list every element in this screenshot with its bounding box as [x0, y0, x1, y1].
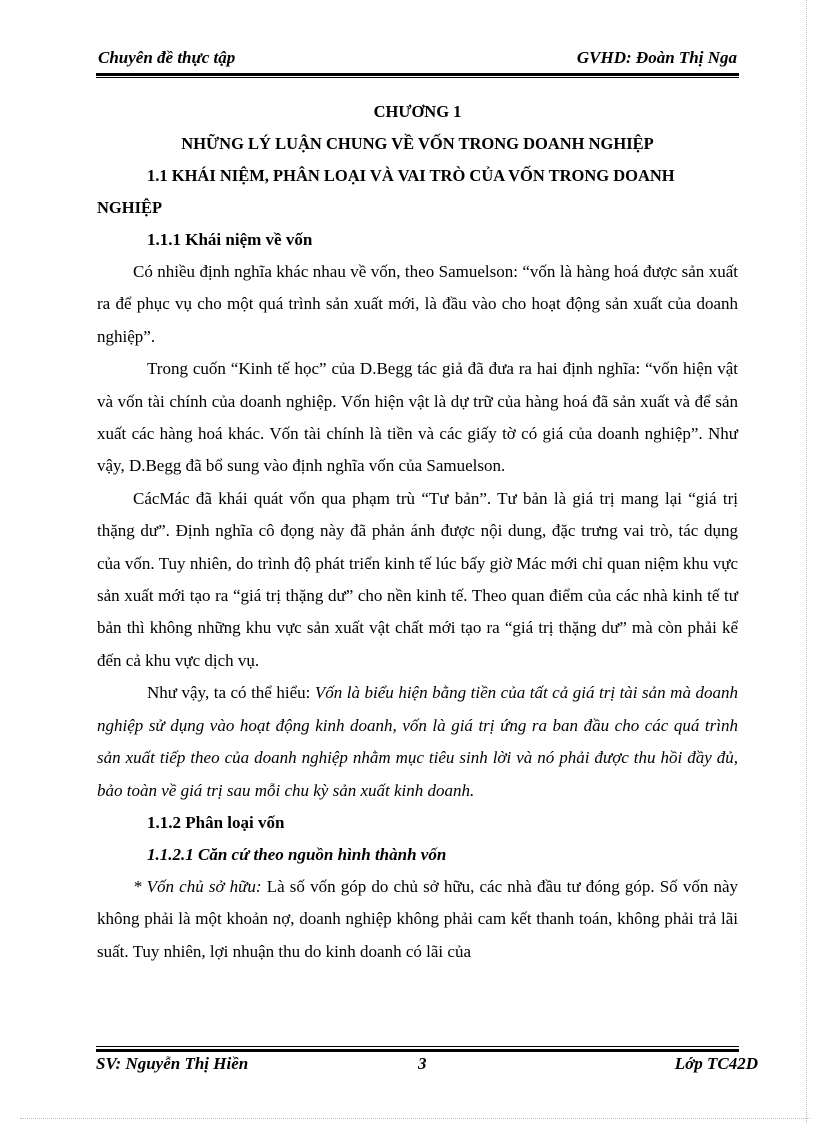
page-header	[96, 48, 739, 72]
footer-class: Lớp TC42D	[674, 1054, 758, 1073]
paragraph-owner-equity	[97, 871, 738, 968]
paragraph-definition	[97, 677, 738, 807]
page-edge-right	[806, 0, 807, 1123]
header-supervisor: GVHD: Đoàn Thị Nga	[576, 48, 737, 67]
paragraph-begg: Trong cuốn “Kinh tế học” của D.Begg tác giả đã đưa ra hai định nghĩa: “vốn hiện vật và vốn tài chính của doanh nghiệp. Vốn hiện vật là dự trữ của hàng hoá đã sản xuất và để sản xuất các hàng hoá khác. Vốn tài chính là tiền và các giấy tờ có giá của doanh nghiệp”. Như vậy, D.Begg đã bổ sung vào định nghĩa vốn của Samuelson.	[97, 359, 738, 476]
chapter-label: CHƯƠNG 1	[373, 102, 462, 121]
header-rule-thin	[96, 77, 739, 78]
header-document-type: Chuyên đề thực tập	[98, 48, 236, 67]
footer-rule-thin	[96, 1046, 739, 1047]
footer-rule	[96, 1049, 739, 1052]
header-rule	[96, 73, 739, 76]
paragraph-samuelson: Có nhiều định nghĩa khác nhau về vốn, theo Samuelson: “vốn là hàng hoá được sản xuất ra để phục vụ cho một quá trình sản xuất mới, là đầu vào cho hoạt động sản xuất của doanh nghiệp”.	[97, 262, 738, 346]
page-edge-bottom	[20, 1118, 810, 1119]
owner-equity-term: * Vốn chủ sở hữu:	[133, 876, 262, 896]
section-1-1-title: 1.1 KHÁI NIỆM, PHÂN LOẠI VÀ VAI TRÒ CỦA VỐN TRONG DOANH NGHIỆP	[97, 166, 675, 217]
section-1-1-2-title: 1.1.2 Phân loại vốn	[147, 812, 285, 832]
page-footer	[96, 1054, 758, 1078]
footer-student: SV: Nguyễn Thị Hiền	[96, 1054, 249, 1073]
page-number: 3	[418, 1054, 427, 1073]
paragraph-marx: CácMác đã khái quát vốn qua phạm trù “Tư bản”. Tư bản là giá trị mang lại “giá trị thặng dư”. Định nghĩa cô đọng này đã phản ánh được nội dung, đặc trưng vai trò, tác dụng của vốn. Tuy nhiên, do trình độ phát triển kinh tế lúc bấy giờ Mác mới chỉ quan niệm khu vực sản xuất mới tạo ra “giá trị thặng dư” cho nền kinh tế. Theo quan điểm của các nhà kinh tế tư bản thì không những khu vực sản xuất vật chất mới tạo ra “giá trị thặng dư” mà còn phải kể đến cả khu vực dịch vụ.	[97, 488, 738, 670]
owner-equity-text: Là số vốn góp do chủ sở hữu, các nhà đầu tư đóng góp. Số vốn này không phải là một khoản nợ, doanh nghiệp không phải cam kết thanh toán, không phải trả lãi suất. Tuy nhiên, lợi nhuận thu do kinh doanh có lãi của	[97, 876, 738, 961]
section-1-1-1-title: 1.1.1 Khái niệm về vốn	[147, 230, 313, 249]
definition-italic: Vốn là biểu hiện bằng tiền của tất cả giá trị tài sản mà doanh nghiệp sử dụng vào hoạt động kinh doanh, vốn là giá trị ứng ra ban đầu cho các quá trình sản xuất tiếp theo của doanh nghiệp nhằm mục tiêu sinh lời và nó phải được thu hồi đầy đủ, bảo toàn về giá trị sau mỗi chu kỳ sản xuất kinh doanh.	[97, 683, 738, 800]
page-body	[97, 96, 738, 968]
definition-lead: Như vậy, ta có thể hiểu:	[147, 683, 315, 703]
section-1-1-2-1-title: 1.1.2.1 Căn cứ theo nguồn hình thành vốn	[147, 844, 447, 864]
chapter-title: NHỮNG LÝ LUẬN CHUNG VỀ VỐN TRONG DOANH NGHIỆP	[181, 134, 654, 153]
